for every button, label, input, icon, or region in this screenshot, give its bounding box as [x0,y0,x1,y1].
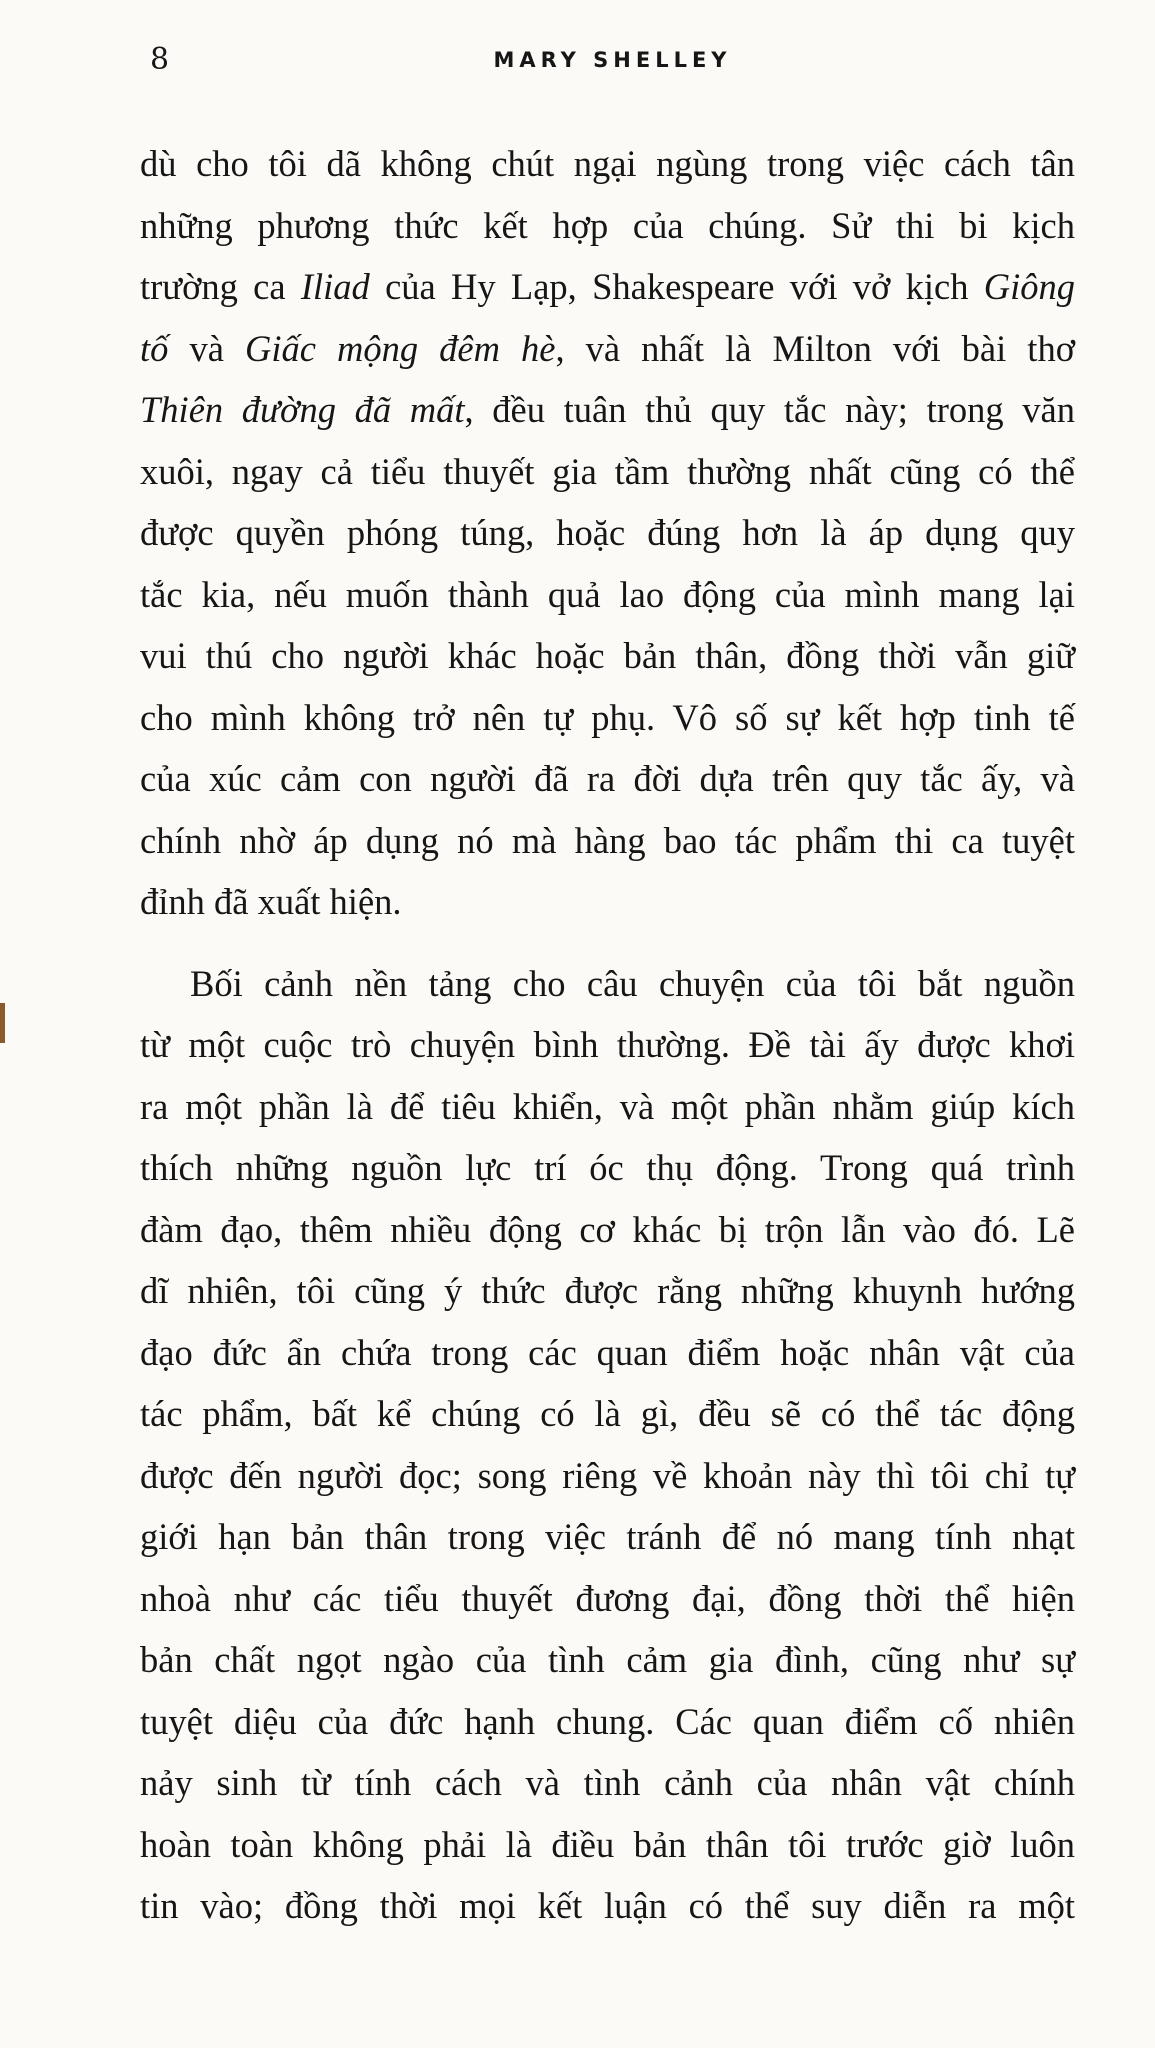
work-title-tempest: tố [140,327,169,369]
text-line: hoàn toàn không phải là điều bản thân tôi trước giờ luôn [140,1823,1075,1865]
text-run: và [168,327,245,369]
text-run: , đều tuân thủ quy tắc này; trong văn [464,389,1075,430]
text-line [140,687,1075,749]
text-line [140,256,1075,318]
text-line: tuyệt diệu của đức hạnh chung. Các quan điểm cố nhiên [140,1700,1075,1742]
work-title-iliad: Iliad [300,266,370,307]
text-run: , và nhất là Milton với bài thơ [555,327,1075,369]
text-run: cho mình không trở nên tự phụ. Vô số sự kết hợp tinh tế [140,696,1075,738]
text-run: vui thú cho người khác hoặc bản thân, đồng thời vẫn giữ [140,635,1075,676]
page-edge-mark [0,1003,5,1043]
text-run: xuôi, ngay cả tiểu thuyết gia tầm thường nhất cũng có thể [140,450,1075,492]
text-run: đỉnh đã xuất hiện. [140,881,402,922]
work-title-tempest: Giông [983,266,1075,307]
text-line [140,871,1075,933]
text-run: những phương thức kết hợp của chúng. Sử thi bi kịch [140,204,1075,246]
text-line [140,625,1075,687]
text-line: được đến người đọc; song riêng về khoản này thì tôi chỉ tự [140,1454,1075,1496]
text-line: đàm đạo, thêm nhiều động cơ khác bị trộn lẫn vào đó. Lẽ [140,1208,1075,1250]
text-line [140,379,1075,441]
paragraph-1 [140,133,1075,933]
text-line: tin vào; đồng thời mọi kết luận có thể suy diễn ra một [140,1885,1075,1926]
text-line [140,748,1075,810]
text-line [140,810,1075,872]
text-line [140,441,1075,503]
work-title-paradise-lost: Thiên đường đã mất [140,389,465,430]
text-run: của Hy Lạp, Shakespeare với vở kịch [369,266,984,307]
text-line: thích những nguồn lực trí óc thụ động. Trong quá trình [140,1147,1075,1188]
text-run: chính nhờ áp dụng nó mà hàng bao tác phẩm thi ca tuyệt [140,819,1075,861]
text-line [140,133,1075,195]
text-line: từ một cuộc trò chuyện bình thường. Đề tài ấy được khơi [140,1024,1075,1065]
text-run: được quyền phóng túng, hoặc đúng hơn là áp dụng quy [140,512,1075,553]
text-line [140,564,1075,626]
text-line [140,502,1075,564]
text-run: dù cho tôi dã không chút ngại ngùng trong việc cách tân [140,143,1075,184]
running-head-author: MARY SHELLEY [493,48,732,72]
page-number: 8 [150,42,170,77]
text-line: Bối cảnh nền tảng cho câu chuyện của tôi bắt nguồn [190,962,1075,1004]
text-run: của xúc cảm con người đã ra đời dựa trên quy tắc ấy, và [140,758,1075,799]
text-line: nhoà như các tiểu thuyết đương đại, đồng thời thể hiện [140,1577,1075,1619]
text-run: trường ca [140,266,301,307]
paragraph-2 [140,953,1075,1937]
paragraph-gap [140,933,1075,953]
text-line: đạo đức ẩn chứa trong các quan điểm hoặc nhân vật của [140,1331,1075,1373]
page-header [150,40,1075,80]
body-text [140,133,1075,1937]
text-line: ra một phần là để tiêu khiển, và một phần nhằm giúp kích [140,1085,1075,1127]
text-line [140,195,1075,257]
text-line: tác phẩm, bất kể chúng có là gì, đều sẽ có thể tác động [140,1393,1075,1434]
text-run: tắc kia, nếu muốn thành quả lao động của mình mang lại [140,573,1075,615]
text-line [140,318,1075,380]
work-title-midsummer: Giấc mộng đêm hè [244,327,556,369]
text-line: giới hạn bản thân trong việc tránh để nó mang tính nhạt [140,1516,1075,1557]
text-line: bản chất ngọt ngào của tình cảm gia đình, cũng như sự [140,1639,1075,1680]
text-line: nảy sinh từ tính cách và tình cảnh của nhân vật chính [140,1762,1075,1803]
text-line: dĩ nhiên, tôi cũng ý thức được rằng những khuynh hướng [140,1270,1075,1311]
